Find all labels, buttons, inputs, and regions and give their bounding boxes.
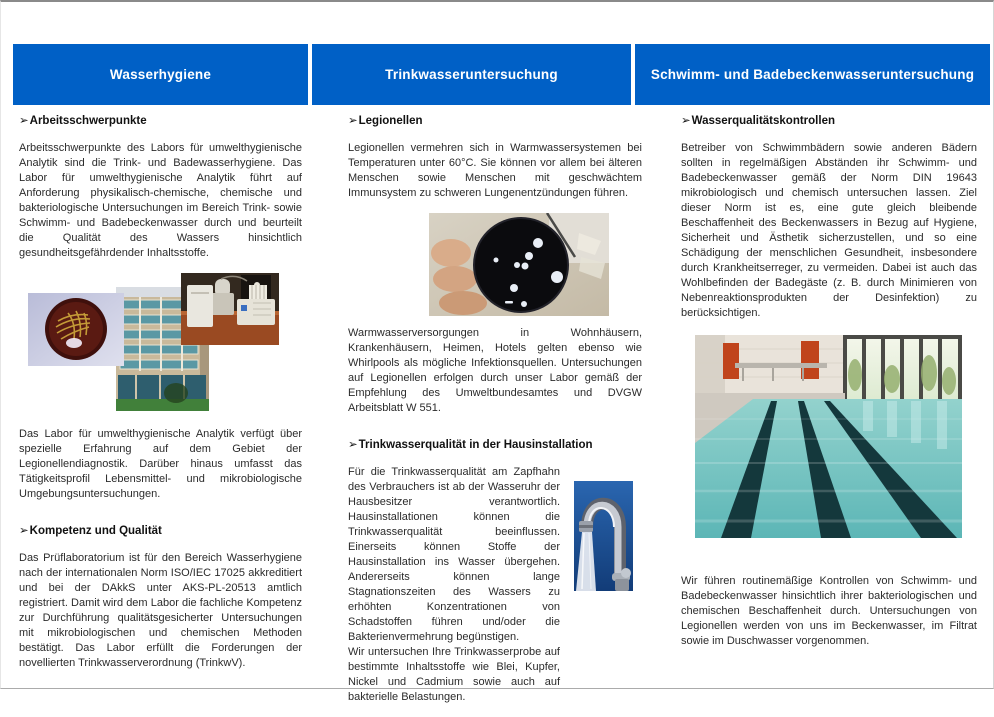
paragraph: Legionellen vermehren sich in Warmwassersystemen bei Temperaturen unter 60°C. Sie können vor allem bei älteren Menschen sowie Menschen mit geschwächtem Immunsystem zu schweren Lungenentzündungen führen. [348,142,642,199]
panel-header-trinkwasseruntersuchung [312,44,631,105]
paragraph: Betreiber von Schwimmbädern sowie anderen Bädern sollten in regelmäßigen Abständen ihr Schwimm- und Badebeckenwasser gemäß der Norm DIN 19643 mikrobiologisch und chemisch untersuchen lassen. Ziel dieser Norm ist es, eine gute gleich bleibende Beschaffenheit des Beckenwassers in Bezug auf Hygiene, Sicherheit und Ästhetik sicherzustellen, und so eine Schädigung der menschlichen Gesundheit, insbesondere durch Krankheitserreger, zu vermeiden. Dabei ist auch das Wohlbefinden der Badegäste (z. B. durch Minimieren von Nebenreaktionsprodukten der Desinfektion) zu berücksichtigen. [681,142,977,319]
paragraph: Wir führen routinemäßige Kontrollen von Schwimm- und Badebeckenwasser hinsichtlich ihrer bakteriologischen und chemischen Beschaffenheit durch. Untersuchungen von Legionellen werden von uns im Beckenwasser, im Filtrat sowie im Duschwasser vorgenommen. [681,575,977,647]
lab-equipment-photo [181,273,279,345]
arrow-bullet-icon: ➢ [19,115,29,127]
section-heading-label: Trinkwasserqualität in der Hausinstallation [358,439,593,451]
section-heading-label: Wasserqualitätskontrollen [691,115,835,127]
paragraph: Arbeitsschwerpunkte des Labors für umwelthygienische Analytik sind die Trink- und Badewasserhygiene. Das Labor für umwelthygienische Analytik führt auf Anforderung physikalisch-chemische, chemische und bakteriologische Untersuchungen im Bereich Trink- sowie Schwimm- und Badebeckenwasser durch und beurteilt die Qualität des Wassers hinsichtlich gesundheitsgefährdender Inhaltsstoffe. [19,142,302,259]
paragraph: Wir untersuchen Ihre Trinkwasserprobe auf bestimmte Inhaltsstoffe wie Blei, Kupfer, Nickel und Cadmium sowie auch auf bakterielle Belastungen. [348,646,560,703]
section-heading-label: Kompetenz und Qualität [29,525,162,537]
panel-header-label: Schwimm- und Badebeckenwasseruntersuchung [650,67,975,82]
panel-header-label: Trinkwasseruntersuchung [385,67,558,82]
arrow-bullet-icon: ➢ [348,439,358,451]
paragraph: Warmwasserversorgungen in Wohnhäusern, Krankenhäusern, Heimen, Hotels gelten ebenso wie Whirlpools als mögliche Infektionsquellen. Untersuchungen auf Legionellen erfolgen durch unser Labor gemäß der Empfehlung des Umweltbundesamtes und DVGW Arbeitsblatt W 551. [348,327,642,414]
panel-header-badebeckenwasser [635,44,990,105]
running-tap-photo [574,481,633,591]
section-heading [19,524,302,539]
legionella-plate-photo [429,213,609,316]
hausinstallation-text [348,465,560,717]
arrow-bullet-icon: ➢ [19,525,29,537]
panel-header-label: Wasserhygiene [109,67,212,82]
section-heading-label: Arbeitsschwerpunkte [29,115,147,127]
section-heading [348,114,642,129]
section-heading [681,114,977,129]
paragraph: Das Labor für umwelthygienische Analytik verfügt über spezielle Erfahrung auf dem Gebiet der Legionellendiagnostik. Darüber hinaus umfasst das Tätigkeitsprofil Lebensmittel- und mikrobiologische Umgebungsuntersuchungen. [19,428,302,500]
section-heading-label: Legionellen [358,115,423,127]
panel-badebeckenwasser [681,114,977,661]
panel-header-wasserhygiene [13,44,308,105]
panel-trinkwasseruntersuchung [348,114,642,717]
section-heading [348,438,642,453]
hausinstallation-block [348,465,642,717]
paragraph: Für die Trinkwasserqualität am Zapfhahn des Verbrauchers ist ab der Wasseruhr der Hausbesitzer verantwortlich. Hausinstallationen können die Trinkwasserqualität beeinflussen. Einerseits können Stoffe der Hausinstallation ins Wasser übergehen. Andererseits können lange Stagnationszeiten des Wassers zu erhöhten Konzentrationen von Schadstoffen führen und/oder die Bakterienvermehrung begünstigen. [348,466,560,643]
arrow-bullet-icon: ➢ [348,115,358,127]
arrow-bullet-icon: ➢ [681,115,691,127]
section-heading [19,114,302,129]
swimming-pool-photo [695,335,962,538]
paragraph: Das Prüflaboratorium ist für den Bereich Wasserhygiene nach der internationalen Norm ISO/IEC 17025 akkreditiert und bei der DAkkS unter AKS-PL-20513 amtlich registriert. Damit wird dem Labor die fachliche Kompetenz zur Durchführung qualitätsgesicherter Untersuchungen mit mikrobiologischen und chemischen Methoden bestätigt. Das Labor erfüllt die Forderungen der novellierten Trinkwasserverordnung (TrinkwV). [19,552,302,669]
photo-collage [19,273,302,415]
agar-plate-with-colonies-photo [28,293,124,366]
panel-wasserhygiene [19,114,302,683]
